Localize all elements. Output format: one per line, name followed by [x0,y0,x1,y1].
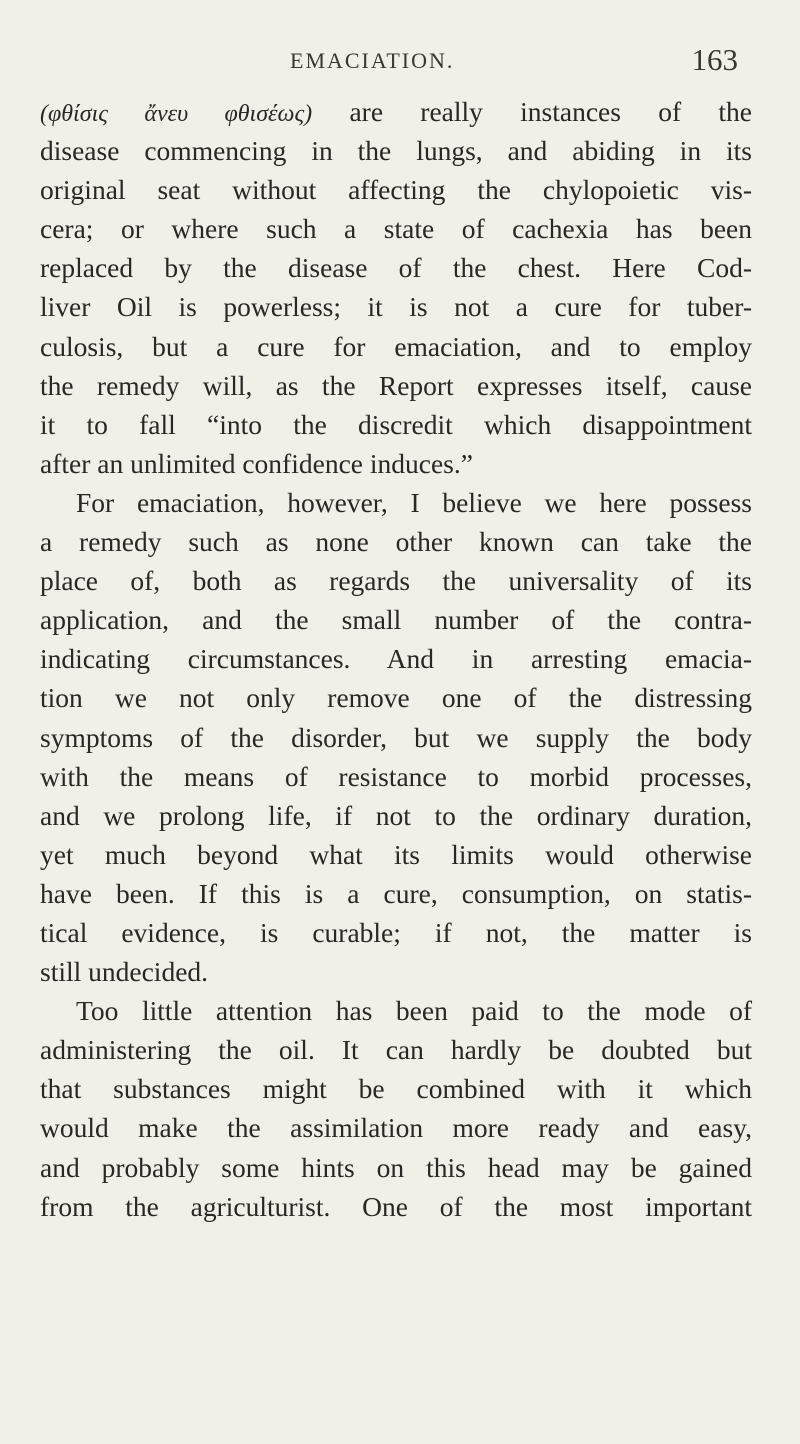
text-line: tical evidence, is curable; if not, the matter is [40,916,752,948]
running-head [40,42,760,82]
text-line: have been. If this is a cure, consumption, on statis- [40,877,752,909]
text-line: and probably some hints on this head may be gained [40,1151,752,1183]
line-text: are really instances of the [312,96,752,127]
text-line: application, and the small number of the contra- [40,604,752,636]
page-number: 163 [691,42,738,77]
body-text [40,92,752,1226]
text-line: symptoms of the disorder, but we supply the body [40,721,752,753]
text-line: cera; or where such a state of cachexia has been [40,213,752,245]
text-line: and we prolong life, if not to the ordinary duration, [40,799,752,831]
text-line: after an unlimited confidence induces.” [40,447,473,479]
running-title: EMACIATION. [290,48,455,73]
text-line: For emaciation, however, I believe we here possess [76,486,752,518]
text-line: disease commencing in the lungs, and abiding in its [40,135,752,167]
text-line: indicating circumstances. And in arresting emacia- [40,643,752,675]
text-line: culosis, but a cure for emaciation, and to employ [40,330,752,362]
text-line: it to fall “into the discredit which disappointment [40,408,752,440]
text-line: that substances might be combined with it which [40,1073,752,1105]
text-line: from the agriculturist. One of the most important [40,1190,752,1222]
text-line [40,92,752,131]
text-line: still undecided. [40,956,209,988]
text-line: liver Oil is powerless; it is not a cure for tuber- [40,291,752,323]
text-line: a remedy such as none other known can take the [40,526,752,558]
text-line: place of, both as regards the universality of its [40,565,752,597]
text-line: tion we not only remove one of the distressing [40,682,752,714]
text-line: yet much beyond what its limits would otherwise [40,838,752,870]
text-line: original seat without affecting the chylopoietic vis- [40,174,752,206]
greek-phrase: (φθίσις ἄνευ φθισέως) [40,101,313,127]
text-line: with the means of resistance to morbid processes, [40,760,752,792]
text-line: replaced by the disease of the chest. Here Cod- [40,252,752,284]
text-line: the remedy will, as the Report expresses itself, cause [40,369,752,401]
text-line: would make the assimilation more ready and easy, [40,1112,752,1144]
text-line: Too little attention has been paid to the mode of [76,995,752,1027]
text-line: administering the oil. It can hardly be doubted but [40,1034,752,1066]
